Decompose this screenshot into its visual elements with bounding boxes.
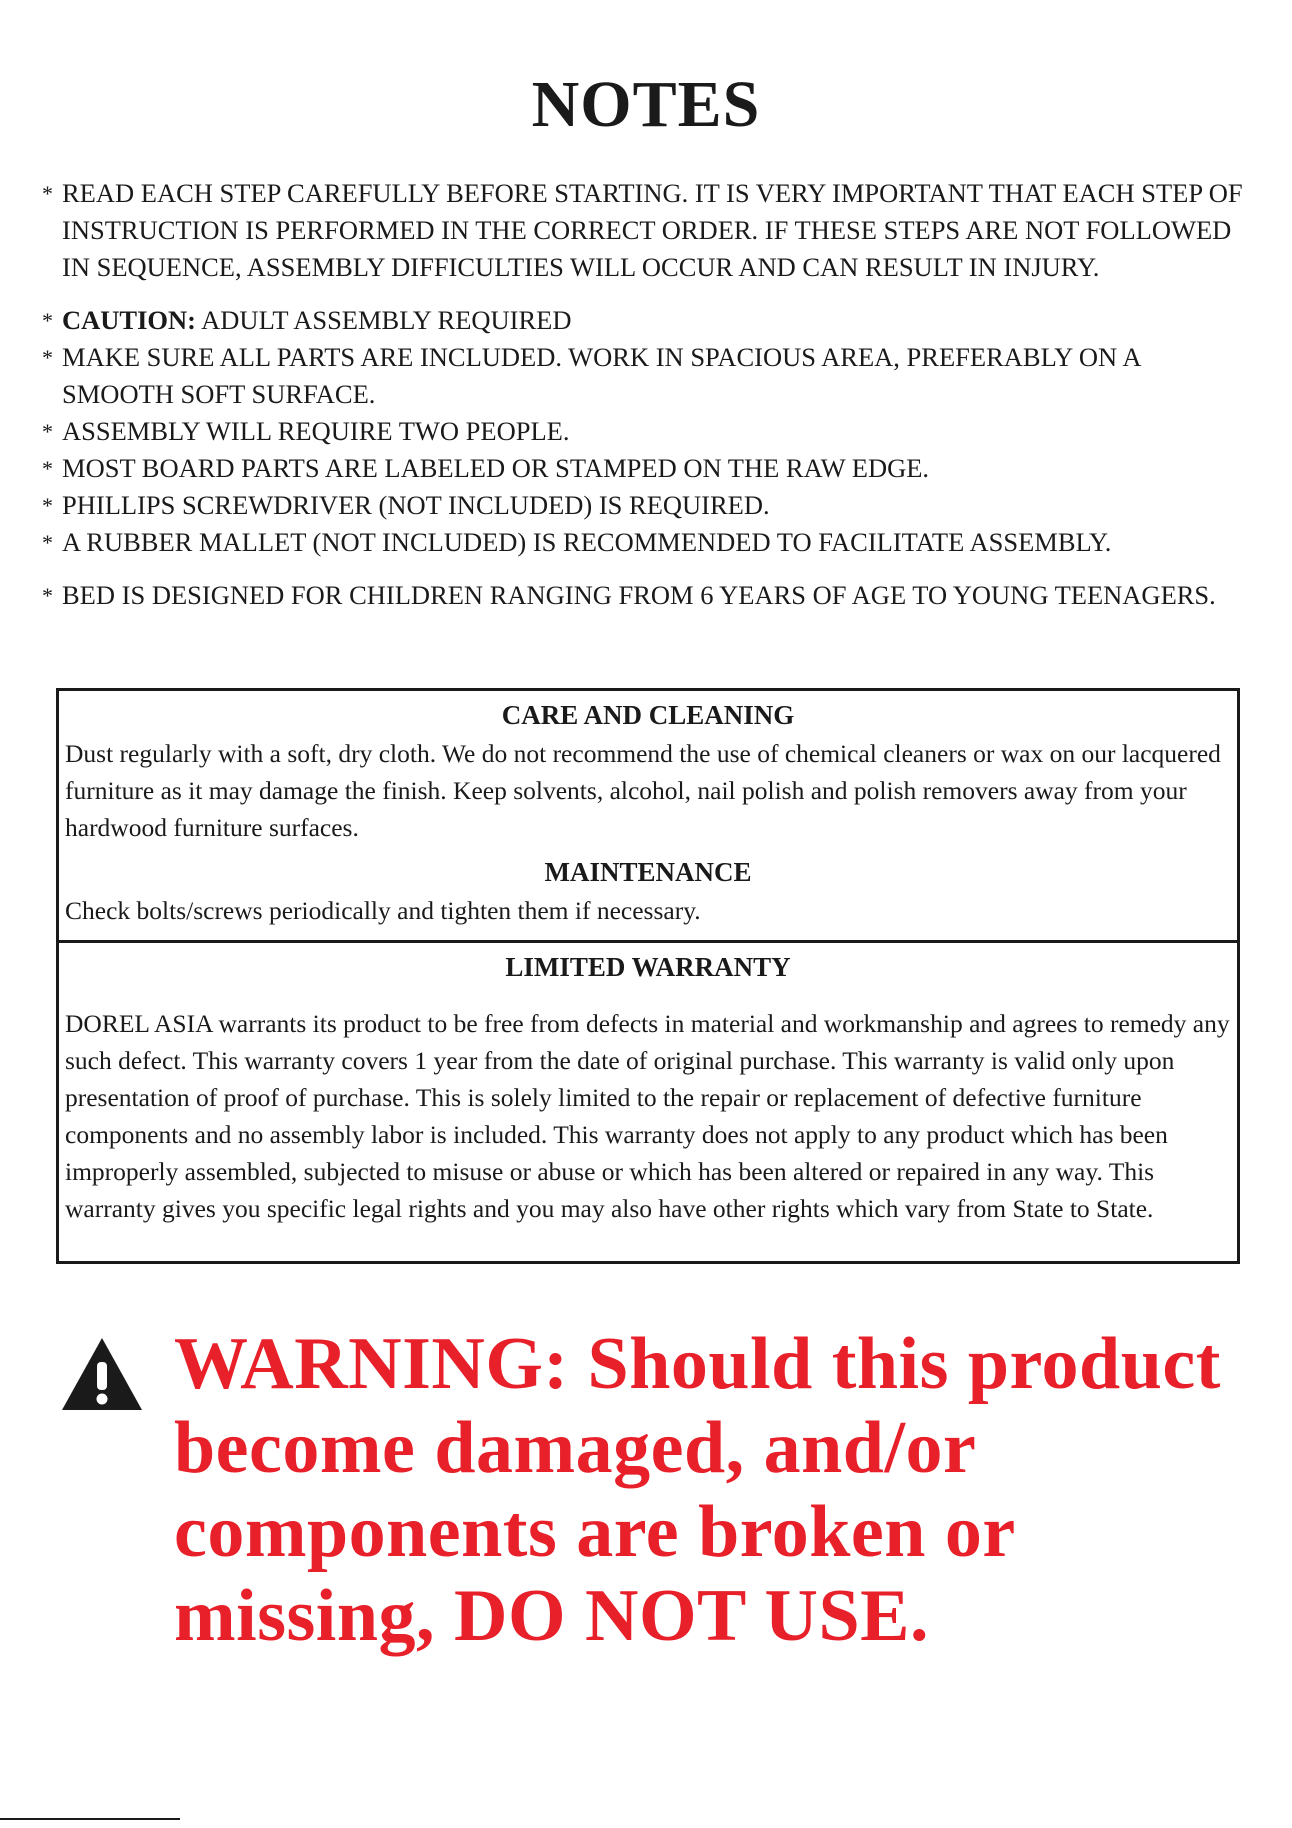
note-text: MOST BOARD PARTS ARE LABELED OR STAMPED ON THE RAW EDGE.	[62, 453, 930, 483]
note-text: ADULT ASSEMBLY REQUIRED	[201, 305, 572, 335]
note-text: ASSEMBLY WILL REQUIRE TWO PEOPLE.	[62, 416, 570, 446]
note-item-screwdriver	[42, 487, 1257, 524]
bullet-asterisk: *	[42, 530, 53, 555]
warning-triangle-icon	[60, 1336, 144, 1412]
bullet-asterisk: *	[42, 345, 53, 370]
warning-text: WARNING: Should this product become damaged, and/or components are broken or missing, DO NOT USE.	[174, 1323, 1221, 1657]
note-item-rubber-mallet	[42, 524, 1257, 561]
note-item-parts-included	[42, 339, 1257, 413]
note-item-board-parts	[42, 450, 1257, 487]
bullet-asterisk: *	[42, 583, 53, 608]
bullet-asterisk: *	[42, 493, 53, 518]
note-text: BED IS DESIGNED FOR CHILDREN RANGING FROM 6 YEARS OF AGE TO YOUNG TEENAGERS.	[62, 580, 1216, 610]
warranty-heading: LIMITED WARRANTY	[505, 952, 791, 982]
bullet-asterisk: *	[42, 308, 53, 333]
note-text: READ EACH STEP CAREFULLY BEFORE STARTING. IT IS VERY IMPORTANT THAT EACH STEP OF INSTRUCTION IS PERFORMED IN THE CORRECT ORDER. IF THESE STEPS ARE NOT FOLLOWED IN SEQUENCE, ASSEMBLY DIFFICULTIES WILL OCCUR AND CAN RESULT IN INJURY.	[62, 178, 1243, 282]
bullet-asterisk: *	[42, 419, 53, 444]
bullet-asterisk: *	[42, 456, 53, 481]
warranty-section	[59, 943, 1237, 1261]
note-text: A RUBBER MALLET (NOT INCLUDED) IS RECOMMENDED TO FACILITATE ASSEMBLY.	[62, 527, 1112, 557]
care-maintenance-section	[59, 691, 1237, 943]
bullet-asterisk: *	[42, 181, 53, 206]
page-title: NOTES	[531, 68, 761, 141]
footer-rule	[0, 1818, 180, 1820]
note-item-read-steps	[42, 175, 1257, 286]
care-heading: CARE AND CLEANING	[501, 700, 795, 730]
note-item-caution	[42, 302, 1257, 339]
note-text: MAKE SURE ALL PARTS ARE INCLUDED. WORK IN SPACIOUS AREA, PREFERABLY ON A SMOOTH SOFT SURFACE.	[62, 342, 1140, 409]
notes-list	[42, 175, 1257, 614]
info-box	[56, 688, 1240, 1264]
warranty-text: DOREL ASIA warrants its product to be free from defects in material and workmanship and agrees to remedy any such defect. This warranty covers 1 year from the date of original purchase. This warranty is valid only upon presentation of proof of purchase. This is solely limited to the repair or replacement of defective furniture components and no assembly labor is included. This warranty does not apply to any product which has been improperly assembled, subjected to misuse or abuse or which has been altered or repaired in any way. This warranty gives you specific legal rights and you may also have other rights which vary from State to State.	[65, 1009, 1230, 1223]
maintenance-text: Check bolts/screws periodically and tighten them if necessary.	[65, 896, 701, 925]
care-text: Dust regularly with a soft, dry cloth. We do not recommend the use of chemical cleaners or wax on our lacquered furniture as it may damage the finish. Keep solvents, alcohol, nail polish and polish removers away from your hardwood furniture surfaces.	[65, 739, 1221, 842]
maintenance-heading: MAINTENANCE	[544, 857, 752, 887]
note-item-two-people	[42, 413, 1257, 450]
caution-label: CAUTION:	[62, 305, 196, 335]
note-text: PHILLIPS SCREWDRIVER (NOT INCLUDED) IS REQUIRED.	[62, 490, 770, 520]
note-item-age-range	[42, 577, 1257, 614]
